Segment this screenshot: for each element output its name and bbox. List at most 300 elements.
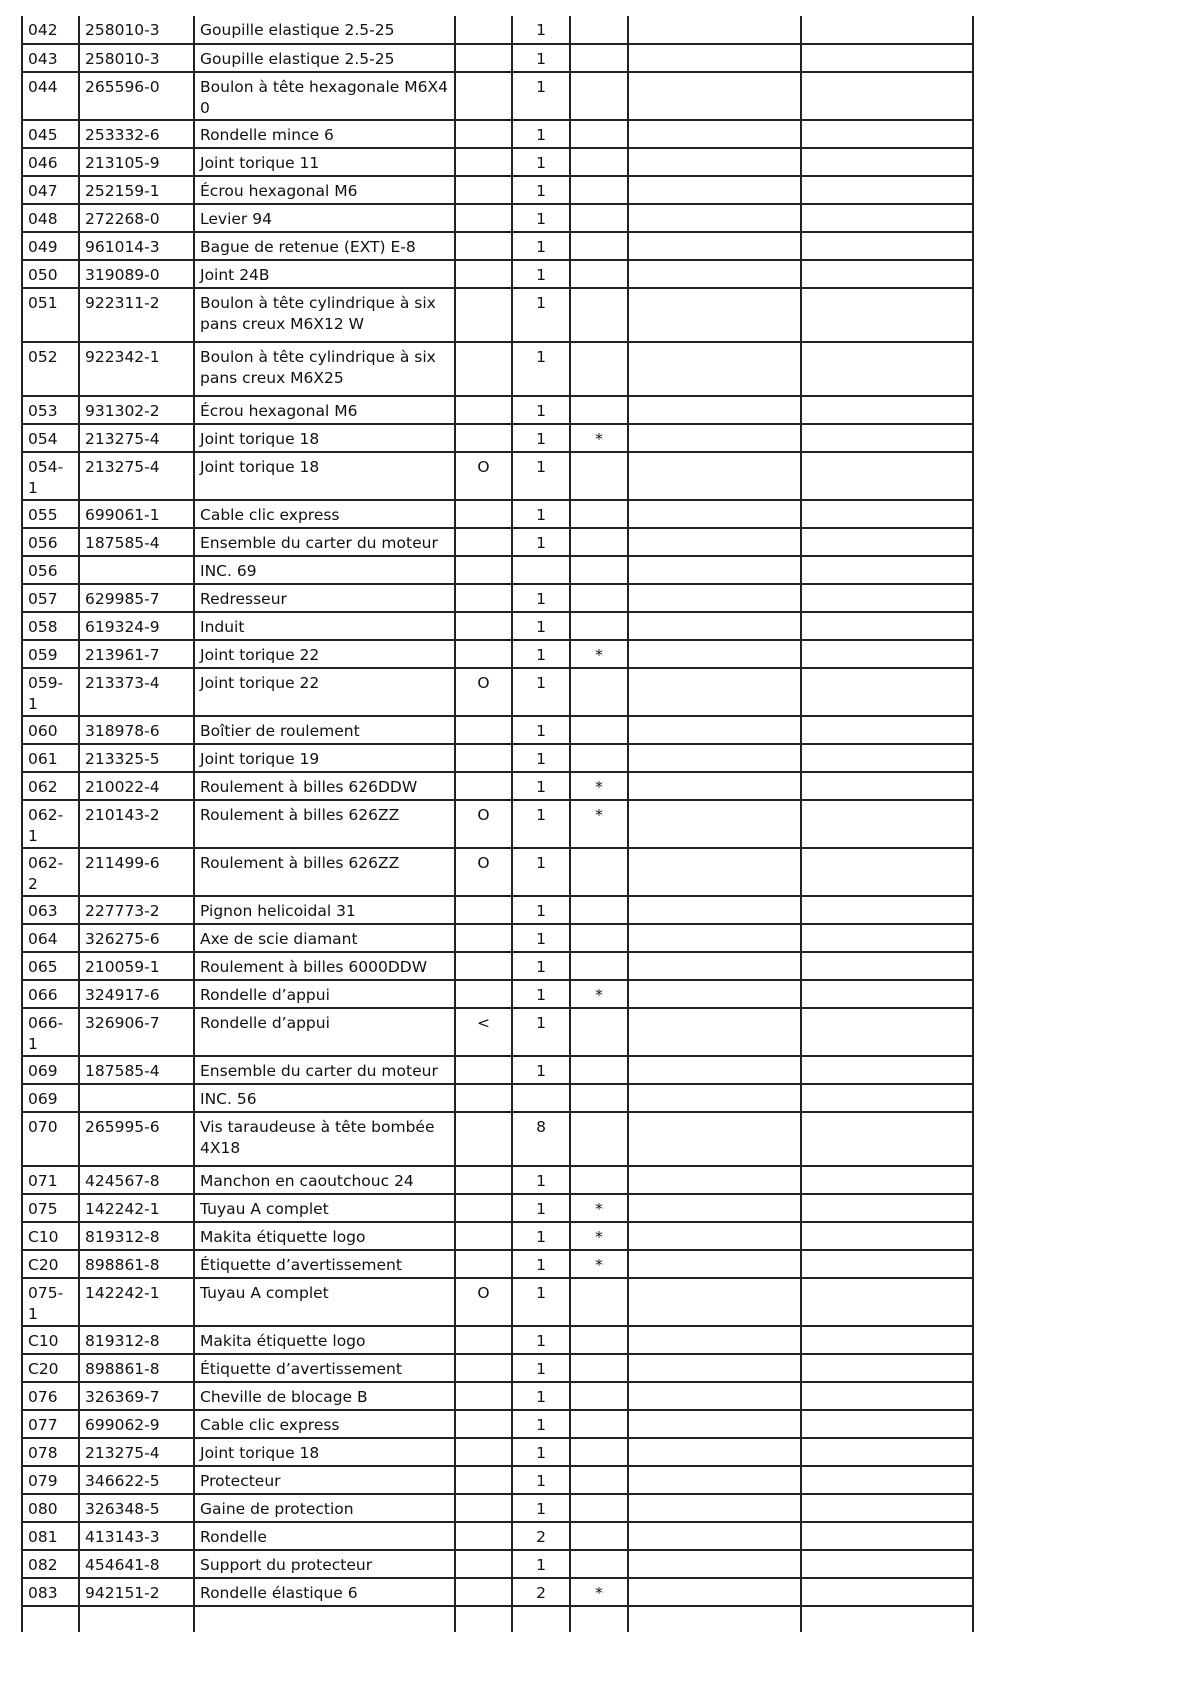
item-number-cell: 050	[22, 260, 79, 288]
option-mark-cell	[455, 396, 512, 424]
note-star-cell	[570, 232, 628, 260]
quantity-cell: 1	[512, 1250, 570, 1278]
item-number-cell: 059	[22, 640, 79, 668]
quantity-cell: 1	[512, 1326, 570, 1354]
part-reference-cell: 213325-5	[79, 744, 194, 772]
empty-cell	[628, 1112, 801, 1166]
part-reference-cell: 142242-1	[79, 1194, 194, 1222]
description-cell: Roulement à billes 6000DDW	[194, 952, 455, 980]
item-number-cell: 046	[22, 148, 79, 176]
part-reference-cell	[79, 556, 194, 584]
part-reference-cell: 210059-1	[79, 952, 194, 980]
table-row	[22, 896, 973, 924]
empty-cell	[801, 848, 973, 896]
empty-cell	[628, 1194, 801, 1222]
option-mark-cell	[455, 1410, 512, 1438]
part-reference-cell: 922342-1	[79, 342, 194, 396]
item-number-cell: 059-1	[22, 668, 79, 716]
empty-cell	[801, 952, 973, 980]
option-mark-cell	[455, 72, 512, 120]
note-star-cell: *	[570, 640, 628, 668]
empty-cell	[628, 716, 801, 744]
note-star-cell	[570, 1326, 628, 1354]
option-mark-cell	[455, 1166, 512, 1194]
empty-cell	[801, 1112, 973, 1166]
item-number-cell: C10	[22, 1326, 79, 1354]
part-reference-cell: 942151-2	[79, 1578, 194, 1606]
empty-cell	[801, 1056, 973, 1084]
table-row	[22, 424, 973, 452]
quantity-cell: 1	[512, 744, 570, 772]
empty-cell	[628, 424, 801, 452]
table-row	[22, 1166, 973, 1194]
note-star-cell	[570, 584, 628, 612]
empty-cell	[801, 980, 973, 1008]
option-mark-cell	[455, 1084, 512, 1112]
table-row	[22, 772, 973, 800]
empty-cell	[628, 148, 801, 176]
option-mark-cell	[455, 1466, 512, 1494]
empty-cell	[628, 16, 801, 44]
empty-cell	[801, 452, 973, 500]
empty-cell	[570, 1606, 628, 1632]
note-star-cell: *	[570, 1222, 628, 1250]
description-cell: Rondelle élastique 6	[194, 1578, 455, 1606]
description-cell: Joint torique 18	[194, 424, 455, 452]
empty-cell	[801, 640, 973, 668]
empty-cell	[801, 556, 973, 584]
empty-cell	[22, 1606, 79, 1632]
table-row	[22, 342, 973, 396]
quantity-cell: 1	[512, 528, 570, 556]
note-star-cell: *	[570, 1250, 628, 1278]
quantity-cell: 1	[512, 120, 570, 148]
table-row	[22, 452, 973, 500]
quantity-cell: 1	[512, 612, 570, 640]
note-star-cell: *	[570, 980, 628, 1008]
empty-cell	[801, 800, 973, 848]
item-number-cell: 044	[22, 72, 79, 120]
empty-cell	[628, 1354, 801, 1382]
quantity-cell: 1	[512, 1410, 570, 1438]
empty-cell	[628, 1466, 801, 1494]
quantity-cell: 1	[512, 72, 570, 120]
quantity-cell: 1	[512, 396, 570, 424]
description-cell: Cheville de blocage B	[194, 1382, 455, 1410]
item-number-cell: 079	[22, 1466, 79, 1494]
empty-cell	[628, 396, 801, 424]
table-row	[22, 848, 973, 896]
part-reference-cell: 213373-4	[79, 668, 194, 716]
note-star-cell	[570, 148, 628, 176]
item-number-cell: 057	[22, 584, 79, 612]
empty-cell	[628, 120, 801, 148]
empty-cell	[628, 668, 801, 716]
item-number-cell: C10	[22, 1222, 79, 1250]
note-star-cell	[570, 120, 628, 148]
table-row	[22, 1578, 973, 1606]
empty-cell	[628, 800, 801, 848]
note-star-cell	[570, 952, 628, 980]
quantity-cell: 1	[512, 16, 570, 44]
note-star-cell	[570, 612, 628, 640]
table-row	[22, 1250, 973, 1278]
note-star-cell	[570, 1382, 628, 1410]
parts-table-body	[22, 16, 973, 1632]
option-mark-cell	[455, 342, 512, 396]
quantity-cell: 1	[512, 424, 570, 452]
option-mark-cell	[455, 1056, 512, 1084]
empty-cell	[801, 1278, 973, 1326]
quantity-cell: 2	[512, 1578, 570, 1606]
item-number-cell: 065	[22, 952, 79, 980]
option-mark-cell: O	[455, 800, 512, 848]
empty-cell	[628, 924, 801, 952]
option-mark-cell	[455, 1438, 512, 1466]
quantity-cell: 1	[512, 232, 570, 260]
part-reference-cell: 258010-3	[79, 44, 194, 72]
description-cell: Écrou hexagonal M6	[194, 396, 455, 424]
note-star-cell	[570, 1008, 628, 1056]
part-reference-cell: 211499-6	[79, 848, 194, 896]
note-star-cell: *	[570, 772, 628, 800]
empty-cell	[801, 176, 973, 204]
quantity-cell: 1	[512, 204, 570, 232]
item-number-cell: 051	[22, 288, 79, 342]
empty-cell	[628, 500, 801, 528]
quantity-cell: 1	[512, 772, 570, 800]
description-cell: Rondelle d’appui	[194, 1008, 455, 1056]
note-star-cell	[570, 1084, 628, 1112]
description-cell: Roulement à billes 626ZZ	[194, 800, 455, 848]
table-row	[22, 1112, 973, 1166]
empty-cell	[801, 1410, 973, 1438]
empty-cell	[628, 1606, 801, 1632]
item-number-cell: 069	[22, 1084, 79, 1112]
note-star-cell	[570, 72, 628, 120]
table-row	[22, 980, 973, 1008]
empty-cell	[455, 1606, 512, 1632]
empty-cell	[801, 148, 973, 176]
part-reference-cell: 142242-1	[79, 1278, 194, 1326]
item-number-cell: 081	[22, 1522, 79, 1550]
quantity-cell: 1	[512, 148, 570, 176]
empty-cell	[628, 772, 801, 800]
item-number-cell: 071	[22, 1166, 79, 1194]
note-star-cell	[570, 896, 628, 924]
item-number-cell: 063	[22, 896, 79, 924]
table-row	[22, 260, 973, 288]
table-row	[22, 716, 973, 744]
description-cell: Ensemble du carter du moteur	[194, 1056, 455, 1084]
empty-cell	[801, 44, 973, 72]
option-mark-cell	[455, 1382, 512, 1410]
item-number-cell: 043	[22, 44, 79, 72]
empty-cell	[628, 176, 801, 204]
description-cell: Joint torique 22	[194, 668, 455, 716]
quantity-cell: 1	[512, 952, 570, 980]
empty-cell	[628, 288, 801, 342]
note-star-cell	[570, 1278, 628, 1326]
description-cell: Joint torique 19	[194, 744, 455, 772]
part-reference-cell: 326369-7	[79, 1382, 194, 1410]
empty-cell	[628, 556, 801, 584]
note-star-cell	[570, 1550, 628, 1578]
quantity-cell	[512, 556, 570, 584]
empty-cell	[801, 342, 973, 396]
note-star-cell: *	[570, 1194, 628, 1222]
table-row	[22, 500, 973, 528]
note-star-cell	[570, 556, 628, 584]
note-star-cell: *	[570, 1578, 628, 1606]
description-cell: Joint torique 22	[194, 640, 455, 668]
empty-cell	[801, 1466, 973, 1494]
empty-cell	[801, 668, 973, 716]
quantity-cell: 1	[512, 640, 570, 668]
empty-cell	[628, 1056, 801, 1084]
empty-cell	[801, 424, 973, 452]
option-mark-cell	[455, 16, 512, 44]
option-mark-cell	[455, 1550, 512, 1578]
empty-cell	[801, 1438, 973, 1466]
part-reference-cell: 819312-8	[79, 1222, 194, 1250]
note-star-cell	[570, 1438, 628, 1466]
table-row	[22, 744, 973, 772]
part-reference-cell: 253332-6	[79, 120, 194, 148]
part-reference-cell: 187585-4	[79, 528, 194, 556]
table-row	[22, 1008, 973, 1056]
table-row	[22, 1522, 973, 1550]
empty-cell	[801, 1166, 973, 1194]
empty-cell	[801, 1606, 973, 1632]
option-mark-cell	[455, 232, 512, 260]
quantity-cell: 1	[512, 1382, 570, 1410]
item-number-cell: 048	[22, 204, 79, 232]
item-number-cell: 058	[22, 612, 79, 640]
item-number-cell: C20	[22, 1250, 79, 1278]
note-star-cell	[570, 176, 628, 204]
description-cell: Levier 94	[194, 204, 455, 232]
empty-cell	[628, 1278, 801, 1326]
part-reference-cell: 265596-0	[79, 72, 194, 120]
empty-cell	[628, 744, 801, 772]
description-cell: Goupille elastique 2.5-25	[194, 16, 455, 44]
description-cell: Cable clic express	[194, 1410, 455, 1438]
note-star-cell	[570, 848, 628, 896]
empty-cell	[628, 1008, 801, 1056]
table-row	[22, 1354, 973, 1382]
description-cell: Rondelle	[194, 1522, 455, 1550]
note-star-cell	[570, 452, 628, 500]
option-mark-cell	[455, 528, 512, 556]
part-reference-cell: 922311-2	[79, 288, 194, 342]
empty-cell	[628, 1410, 801, 1438]
empty-cell	[628, 612, 801, 640]
item-number-cell: 052	[22, 342, 79, 396]
empty-cell	[628, 952, 801, 980]
description-cell: Boîtier de roulement	[194, 716, 455, 744]
part-reference-cell: 319089-0	[79, 260, 194, 288]
note-star-cell	[570, 1354, 628, 1382]
table-row	[22, 1550, 973, 1578]
empty-cell	[628, 1250, 801, 1278]
empty-cell	[801, 1578, 973, 1606]
option-mark-cell	[455, 424, 512, 452]
option-mark-cell	[455, 1194, 512, 1222]
option-mark-cell	[455, 260, 512, 288]
empty-cell	[801, 396, 973, 424]
option-mark-cell	[455, 44, 512, 72]
quantity-cell: 1	[512, 1494, 570, 1522]
item-number-cell: 062-1	[22, 800, 79, 848]
note-star-cell	[570, 1056, 628, 1084]
description-cell: Manchon en caoutchouc 24	[194, 1166, 455, 1194]
item-number-cell: 083	[22, 1578, 79, 1606]
quantity-cell: 1	[512, 716, 570, 744]
quantity-cell: 1	[512, 1008, 570, 1056]
quantity-cell: 1	[512, 500, 570, 528]
part-reference-cell: 187585-4	[79, 1056, 194, 1084]
item-number-cell: 054	[22, 424, 79, 452]
item-number-cell: 056	[22, 556, 79, 584]
part-reference-cell: 213275-4	[79, 1438, 194, 1466]
quantity-cell: 1	[512, 1550, 570, 1578]
option-mark-cell	[455, 288, 512, 342]
item-number-cell: 062-2	[22, 848, 79, 896]
note-star-cell	[570, 1166, 628, 1194]
description-cell: Boulon à tête cylindrique à six pans creux M6X25	[194, 342, 455, 396]
description-cell: Joint torique 18	[194, 1438, 455, 1466]
item-number-cell: 077	[22, 1410, 79, 1438]
empty-cell	[628, 260, 801, 288]
description-cell: Goupille elastique 2.5-25	[194, 44, 455, 72]
note-star-cell	[570, 1466, 628, 1494]
table-row	[22, 528, 973, 556]
quantity-cell: 2	[512, 1522, 570, 1550]
note-star-cell	[570, 924, 628, 952]
quantity-cell: 1	[512, 342, 570, 396]
option-mark-cell	[455, 896, 512, 924]
empty-cell	[801, 260, 973, 288]
table-row	[22, 1466, 973, 1494]
empty-cell	[801, 896, 973, 924]
table-row	[22, 148, 973, 176]
empty-cell	[801, 1550, 973, 1578]
table-row	[22, 668, 973, 716]
description-cell: Rondelle d’appui	[194, 980, 455, 1008]
table-row	[22, 44, 973, 72]
quantity-cell: 1	[512, 1438, 570, 1466]
quantity-cell: 1	[512, 176, 570, 204]
note-star-cell	[570, 204, 628, 232]
empty-cell	[801, 744, 973, 772]
note-star-cell	[570, 44, 628, 72]
empty-cell	[801, 1222, 973, 1250]
empty-cell	[628, 1578, 801, 1606]
empty-cell	[801, 16, 973, 44]
table-row	[22, 396, 973, 424]
empty-cell	[801, 612, 973, 640]
parts-table	[21, 16, 974, 1632]
empty-cell	[512, 1606, 570, 1632]
description-cell: Tuyau A complet	[194, 1194, 455, 1222]
empty-cell	[801, 1494, 973, 1522]
quantity-cell: 1	[512, 1466, 570, 1494]
item-number-cell: 062	[22, 772, 79, 800]
note-star-cell	[570, 1522, 628, 1550]
part-reference-cell: 819312-8	[79, 1326, 194, 1354]
item-number-cell: 061	[22, 744, 79, 772]
table-row	[22, 1084, 973, 1112]
option-mark-cell	[455, 640, 512, 668]
part-reference-cell: 227773-2	[79, 896, 194, 924]
quantity-cell: 1	[512, 1222, 570, 1250]
table-row	[22, 1326, 973, 1354]
part-reference-cell: 326906-7	[79, 1008, 194, 1056]
part-reference-cell: 629985-7	[79, 584, 194, 612]
description-cell: Étiquette d’avertissement	[194, 1250, 455, 1278]
empty-cell	[801, 716, 973, 744]
table-row	[22, 1194, 973, 1222]
part-reference-cell	[79, 1084, 194, 1112]
table-row	[22, 1438, 973, 1466]
empty-cell	[801, 528, 973, 556]
option-mark-cell: O	[455, 452, 512, 500]
option-mark-cell	[455, 1578, 512, 1606]
quantity-cell: 1	[512, 848, 570, 896]
part-reference-cell: 454641-8	[79, 1550, 194, 1578]
item-number-cell: 055	[22, 500, 79, 528]
table-row	[22, 924, 973, 952]
part-reference-cell: 210022-4	[79, 772, 194, 800]
empty-cell	[801, 288, 973, 342]
empty-cell	[628, 528, 801, 556]
item-number-cell: 056	[22, 528, 79, 556]
empty-cell	[801, 72, 973, 120]
empty-cell	[801, 1382, 973, 1410]
empty-cell	[628, 44, 801, 72]
part-reference-cell: 324917-6	[79, 980, 194, 1008]
option-mark-cell	[455, 1250, 512, 1278]
description-cell: Protecteur	[194, 1466, 455, 1494]
empty-cell	[628, 1494, 801, 1522]
item-number-cell: 053	[22, 396, 79, 424]
note-star-cell	[570, 1494, 628, 1522]
option-mark-cell	[455, 952, 512, 980]
description-cell: Bague de retenue (EXT) E-8	[194, 232, 455, 260]
description-cell: Tuyau A complet	[194, 1278, 455, 1326]
table-row	[22, 556, 973, 584]
table-row-empty	[22, 1606, 973, 1632]
quantity-cell: 1	[512, 800, 570, 848]
option-mark-cell	[455, 1522, 512, 1550]
description-cell: Makita étiquette logo	[194, 1326, 455, 1354]
description-cell: Écrou hexagonal M6	[194, 176, 455, 204]
description-cell: Axe de scie diamant	[194, 924, 455, 952]
table-row	[22, 1382, 973, 1410]
quantity-cell	[512, 1084, 570, 1112]
empty-cell	[628, 896, 801, 924]
quantity-cell: 1	[512, 44, 570, 72]
table-row	[22, 612, 973, 640]
empty-cell	[801, 584, 973, 612]
part-reference-cell: 424567-8	[79, 1166, 194, 1194]
note-star-cell	[570, 744, 628, 772]
empty-cell	[801, 1250, 973, 1278]
quantity-cell: 1	[512, 924, 570, 952]
option-mark-cell: O	[455, 668, 512, 716]
option-mark-cell	[455, 612, 512, 640]
